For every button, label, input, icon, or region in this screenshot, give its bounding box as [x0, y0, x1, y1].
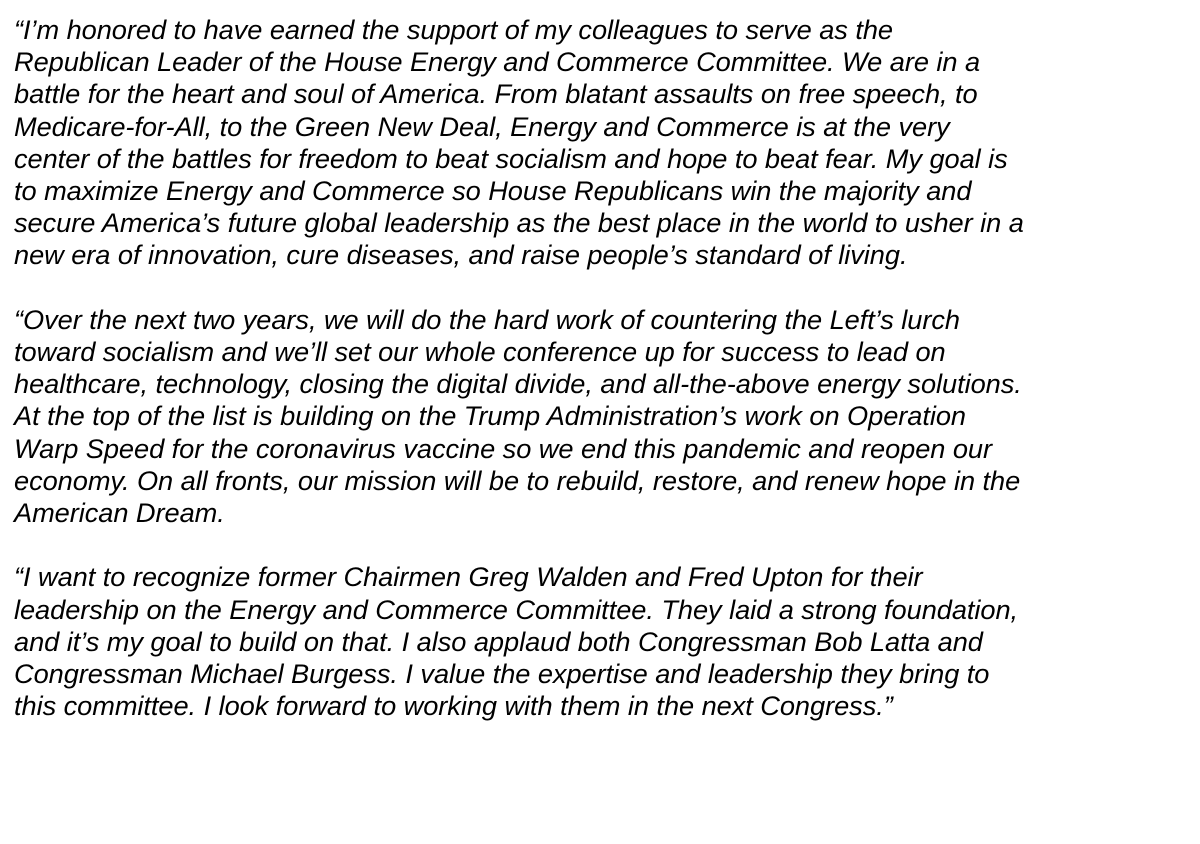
- paragraph-line: secure America’s future global leadership as the best place in the world to usher in a: [14, 207, 1024, 239]
- paragraph-line: Warp Speed for the coronavirus vaccine so we end this pandemic and reopen our: [14, 432, 992, 464]
- paragraph-line: At the top of the list is building on the Trump Administration’s work on Operation: [14, 400, 966, 432]
- paragraph-line: leadership on the Energy and Commerce Committee. They laid a strong foundation,: [14, 593, 1019, 625]
- paragraph-line: Congressman Michael Burgess. I value the expertise and leadership they bring to: [14, 658, 990, 690]
- paragraph-line: new era of innovation, cure diseases, and raise people’s standard of living.: [14, 239, 908, 271]
- paragraph-line: economy. On all fronts, our mission will be to rebuild, restore, and renew hope in the: [14, 464, 1021, 496]
- paragraph-line: Republican Leader of the House Energy and Commerce Committee. We are in a: [14, 46, 981, 78]
- paragraph-line: battle for the heart and soul of America. From blatant assaults on free speech, to: [14, 78, 978, 110]
- paragraph-line: center of the battles for freedom to beat socialism and hope to beat fear. My goal is: [14, 142, 1008, 174]
- paragraph-line: American Dream.: [14, 497, 225, 529]
- paragraph-3: [14, 561, 1194, 722]
- paragraph-line: healthcare, technology, closing the digital divide, and all-the-above energy solutions.: [14, 368, 1022, 400]
- paragraph-line: and it’s my goal to build on that. I also applaud both Congressman Bob Latta and: [14, 625, 983, 657]
- paragraph-line: toward socialism and we’ll set our whole conference up for success to lead on: [14, 336, 946, 368]
- paragraph-line: Medicare-for-All, to the Green New Deal, Energy and Commerce is at the very: [14, 110, 950, 142]
- statement-document: [14, 14, 1194, 755]
- paragraph-2: [14, 304, 1194, 529]
- paragraph-line: this committee. I look forward to working with them in the next Congress.”: [14, 690, 893, 722]
- paragraph-line: to maximize Energy and Commerce so House Republicans win the majority and: [14, 175, 972, 207]
- paragraph-1: [14, 14, 1194, 272]
- paragraph-line: “I’m honored to have earned the support of my colleagues to serve as the: [14, 14, 893, 45]
- paragraph-line: “Over the next two years, we will do the hard work of countering the Left’s lurch: [14, 303, 960, 335]
- paragraph-line: “I want to recognize former Chairmen Greg Walden and Fred Upton for their: [14, 561, 923, 593]
